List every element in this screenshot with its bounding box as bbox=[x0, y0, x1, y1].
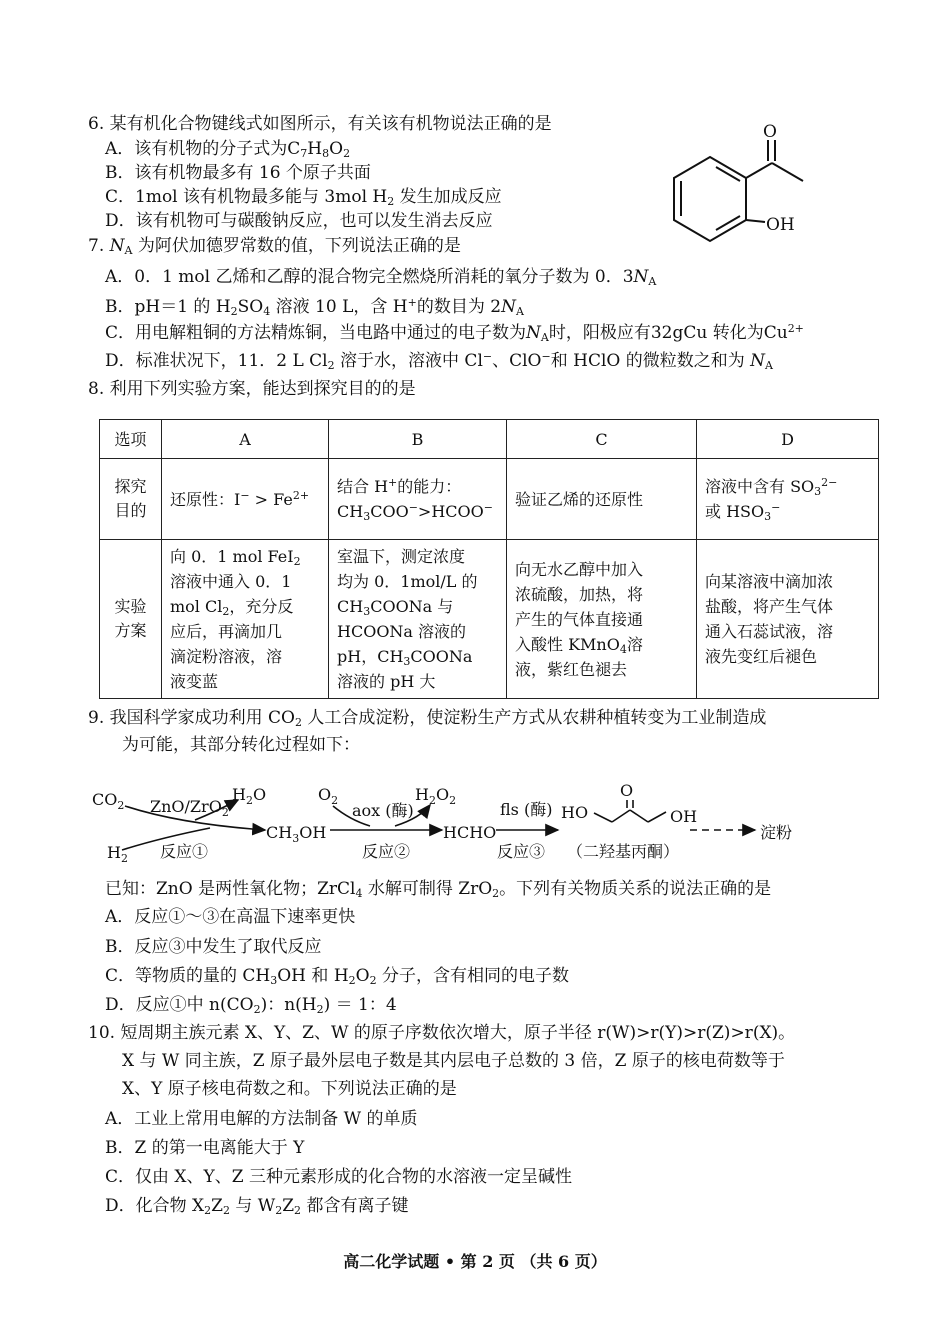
q10-stem-line3: X、Y 原子核电荷数之和。下列说法正确的是 bbox=[122, 1079, 457, 1099]
table-row-plan bbox=[100, 540, 879, 699]
ho-label: HO bbox=[561, 803, 589, 822]
q10-option-d: D．化合物 $X_2Z_2$ 与 $W_2Z_2$ 都含有离子键 bbox=[105, 1196, 409, 1217]
q10-option-a: A．工业上常用电解的方法制备 W 的单质 bbox=[105, 1109, 418, 1129]
goal-label: 探究目的 bbox=[100, 459, 162, 540]
formaldehyde-label: HCHO bbox=[443, 823, 497, 842]
q7-option-b: B．pH＝1 的 $H_2SO_4$ 溶液 10 L，含 H+的数目为 $2N_A$ bbox=[105, 296, 524, 318]
co2-label: $CO_2$ bbox=[92, 790, 125, 812]
methanol-label: $CH_3OH$ bbox=[266, 823, 327, 845]
goal-d: 溶液中含有 $SO_3^{2-}$ 或 $HSO_3^-$ bbox=[697, 459, 879, 540]
q9-known: 已知：ZnO 是两性氧化物；ZrCl$_4$ 水解可制得 ZrO$_2$。下列有关物质关系的说法正确的是 bbox=[105, 879, 772, 900]
q7-option-a: A．0．1 mol 乙烯和乙醇的混合物完全燃烧所消耗的氧分子数为 0．$3N_A$ bbox=[105, 267, 657, 288]
fls-enzyme-label: fls (酶) bbox=[500, 800, 553, 819]
plan-label: 实验方案 bbox=[100, 540, 162, 699]
q7-option-c: C．用电解粗铜的方法精炼铜，当电路中通过的电子数为$N_A$时，阳极应有32gCu 转化为$Cu^{2+}$ bbox=[105, 322, 804, 344]
q9-option-a: A．反应①～③在高温下速率更快 bbox=[105, 907, 356, 927]
hydroxyl-oh-label: OH bbox=[766, 215, 795, 235]
q9-option-b: B．反应③中发生了取代反应 bbox=[105, 937, 322, 957]
page-footer: 高二化学试题 • 第 2 页 （共 6 页） bbox=[343, 1252, 607, 1271]
goal-b: 结合 H+的能力： $CH_3COO^->HCOO^-$ bbox=[329, 459, 507, 540]
q9-stem-line1: 9. 我国科学家成功利用 $CO_2$ 人工合成淀粉，使淀粉生产方式从农耕种植转变为工业制造成 bbox=[88, 708, 767, 729]
q6-option-a: A．该有机物的分子式为$C_7H_8O_2$ bbox=[105, 139, 351, 160]
plan-a: 向 0．1 mol FeI$_2$ 溶液中通入 0．1 mol $Cl_2$，充分反 应后，再滴加几 滴淀粉溶液，溶 液变蓝 bbox=[162, 540, 329, 699]
header-b: B bbox=[329, 420, 507, 459]
q8-stem: 8. 利用下列实验方案，能达到探究目的的是 bbox=[88, 379, 416, 399]
catalyst-label: ZnO/ZrO$_2$ bbox=[150, 797, 229, 819]
water-label: $H_2O$ bbox=[232, 785, 267, 807]
header-a: A bbox=[162, 420, 329, 459]
ketone-o-label: O bbox=[620, 781, 634, 800]
table-header-row bbox=[100, 420, 879, 459]
oh-label: OH bbox=[670, 807, 698, 826]
q10-option-b: B．Z 的第一电离能大于 Y bbox=[105, 1138, 305, 1158]
q6-option-d: D．该有机物可与碳酸钠反应，也可以发生消去反应 bbox=[105, 211, 493, 231]
header-c: C bbox=[507, 420, 697, 459]
header-d: D bbox=[697, 420, 879, 459]
table-row-goal bbox=[100, 459, 879, 540]
plan-c: 向无水乙醇中加入 浓硫酸，加热，将 产生的气体直接通 入酸性 KMnO$_4$溶 液，紫红色褪去 bbox=[507, 540, 697, 699]
q7-option-d: D．标准状况下，11．2 L $Cl_2$ 溶于水，溶液中 Cl−、ClO−和 HClO 的微粒数之和为 $N_A$ bbox=[105, 350, 773, 372]
reaction-1-label: 反应① bbox=[160, 842, 209, 861]
reaction-2-label: 反应② bbox=[362, 842, 411, 861]
h2-label: $H_2$ bbox=[107, 843, 128, 865]
q10-stem-line1: 10. 短周期主族元素 X、Y、Z、W 的原子序数依次增大，原子半径 r(W)>r(Y)>r(Z)>r(X)。 bbox=[88, 1023, 796, 1043]
reaction-3-label: 反应③ bbox=[497, 842, 546, 861]
starch-label: 淀粉 bbox=[760, 823, 793, 842]
plan-d: 向某溶液中滴加浓 盐酸，将产生气体 通入石蕊试液，溶 液先变红后褪色 bbox=[697, 540, 879, 699]
header-option: 选项 bbox=[100, 420, 162, 459]
q7-stem: 7. $N_A$ 为阿伏加德罗常数的值，下列说法正确的是 bbox=[88, 236, 461, 257]
experiment-table bbox=[99, 419, 879, 699]
q9-stem-line2: 为可能，其部分转化过程如下： bbox=[122, 735, 360, 755]
q9-option-c: C．等物质的量的 $CH_3OH$ 和 $H_2O_2$ 分子，含有相同的电子数 bbox=[105, 966, 569, 987]
q9-option-d: D．反应①中 $n(CO_2)$：$n(H_2) = 1$：4 bbox=[105, 995, 397, 1016]
q10-stem-line2: X 与 W 同主族，Z 原子最外层电子数是其内层电子总数的 3 倍，Z 原子的核电荷数等于 bbox=[122, 1051, 785, 1071]
plan-b: 室温下，测定浓度 均为 0．1mol/L 的 $CH_3COONa$ 与 HCOONa 溶液的 pH，$CH_3COONa$ 溶液的 pH 大 bbox=[329, 540, 507, 699]
carbonyl-o-label: O bbox=[763, 122, 777, 142]
oxygen-label: $O_2$ bbox=[318, 785, 339, 807]
goal-a: 还原性：$I^- > Fe^{2+}$ bbox=[162, 459, 329, 540]
goal-c: 验证乙烯的还原性 bbox=[507, 459, 697, 540]
q10-option-c: C．仅由 X、Y、Z 三种元素形成的化合物的水溶液一定呈碱性 bbox=[105, 1167, 572, 1187]
dha-label: （二羟基丙酮） bbox=[567, 842, 680, 861]
h2o2-label: $H_2O_2$ bbox=[415, 785, 457, 807]
q6-stem: 6. 某有机化合物键线式如图所示，有关该有机物说法正确的是 bbox=[88, 114, 552, 134]
q6-option-c: C．1mol 该有机物最多能与 3mol $H_2$ 发生加成反应 bbox=[105, 187, 502, 208]
q6-option-b: B．该有机物最多有 16 个原子共面 bbox=[105, 163, 371, 183]
aox-enzyme-label: aox (酶) bbox=[352, 801, 414, 820]
